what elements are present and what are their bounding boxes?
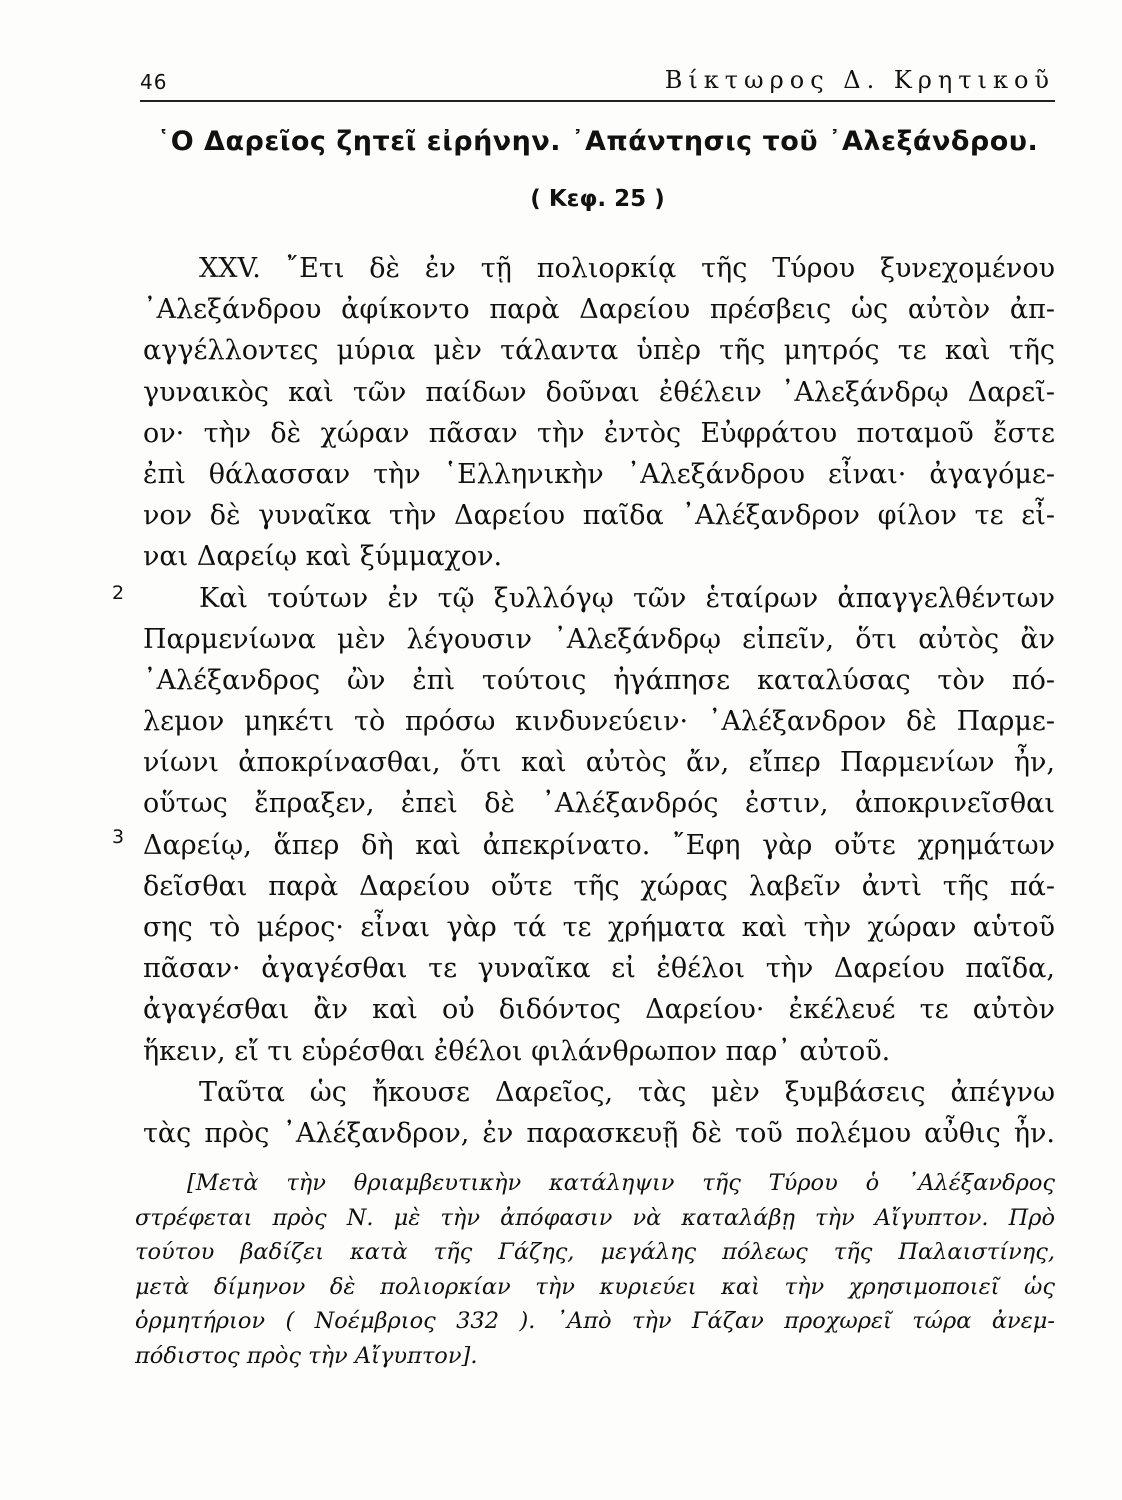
- running-head: [140, 66, 1055, 102]
- text-line: ἥκειν, εἴ τι εὑρέσθαι ἐθέλοι φιλάνθρωπον παρ᾿ αὐτοῦ.: [143, 1035, 891, 1067]
- text-line: δεῖσθαι παρὰ Δαρείου οὔτε τῆς χώρας λαβεῖν ἀντὶ τῆς πά-: [143, 870, 1055, 902]
- text-line: οὕτως ἔπραξεν, ἐπεὶ δὲ ᾿Αλέξανδρός ἐστιν, ἀποκρινεῖσθαι: [143, 788, 1055, 820]
- text-line: ἀγαγέσθαι ἂν καὶ οὐ διδόντος Δαρείου· ἐκέλευέ τε αὐτὸν: [143, 994, 1055, 1026]
- margin-section-number: 3: [112, 826, 125, 848]
- page-number: 46: [140, 70, 168, 94]
- note-line: στρέφεται πρὸς Ν. μὲ τὴν ἀπόφασιν νὰ καταλάβῃ τὴν Αἴγυπτον. Πρὸ: [135, 1204, 1055, 1231]
- text-line: Ταῦτα ὡς ἤκουσε Δαρεῖος, τὰς μὲν ξυμβάσεις ἀπέγνω: [199, 1076, 1055, 1108]
- text-line: λεμον μηκέτι τὸ πρόσω κινδυνεύειν· ᾿Αλέξανδρον δὲ Παρμε-: [143, 706, 1055, 738]
- text-line: αγγέλλοντες μύρια μὲν τάλαντα ὑπὲρ τῆς μητρός τε καὶ τῆς: [143, 335, 1055, 367]
- text-line: XXV. ῎Ετι δὲ ἐν τῇ πολιορκίᾳ τῆς Τύρου ξυνεχομένου: [199, 253, 1055, 284]
- header-rule: [140, 100, 1055, 102]
- note-line: πόδιστος πρὸς τὴν Αἴγυπτον].: [135, 1342, 478, 1369]
- editorial-note: [135, 1166, 1055, 1374]
- text-line: ἐπὶ θάλασσαν τὴν ῾Ελληνικὴν ᾿Αλεξάνδρου εἶναι· ἀγαγόμε-: [143, 458, 1055, 490]
- text-line: ᾿Αλεξάνδρου ἀφίκοντο παρὰ Δαρείου πρέσβεις ὡς αὐτὸν ἀπ-: [143, 294, 1055, 326]
- margin-section-number: 2: [112, 582, 125, 604]
- running-head-author: Βίκτωρος Δ. Κρητικοῦ: [664, 66, 1055, 94]
- text-line: Παρμενίωνα μὲν λέγουσιν ᾿Αλεξάνδρῳ εἰπεῖν, ὅτι αὐτὸς ἂν: [143, 623, 1055, 655]
- text-line: γυναικὸς καὶ τῶν παίδων δοῦναι ἐθέλειν ᾿Αλεξάνδρῳ Δαρεῖ-: [143, 376, 1055, 408]
- text-line: τὰς πρὸς ᾿Αλέξανδρον, ἐν παρασκευῇ δὲ τοῦ πολέμου αὖθις ἦν.: [143, 1117, 1055, 1149]
- text-line: ναι Δαρείῳ καὶ ξύμμαχον.: [143, 541, 503, 573]
- note-line: [Μετὰ τὴν θριαμβευτικὴν κατάληψιν τῆς Τύρου ὁ ᾿Αλέξανδρος: [187, 1170, 1055, 1196]
- text-line: ᾿Αλέξανδρος ὢν ἐπὶ τούτοις ἠγάπησε καταλύσας τὸν πό-: [143, 664, 1055, 696]
- text-line: ον· τὴν δὲ χώραν πᾶσαν τὴν ἐντὸς Εὐφράτου ποταμοῦ ἔστε: [143, 417, 1055, 449]
- chapter-reference: ( Κεφ. 25 ): [530, 186, 665, 212]
- text-line: Καὶ τούτων ἐν τῷ ξυλλόγῳ τῶν ἑταίρων ἀπαγγελθέντων: [199, 582, 1055, 614]
- note-line: ὁρμητήριον ( Νοέμβριος 332 ). ᾿Απὸ τὴν Γάζαν προχωρεῖ τώρα ἀνεμ-: [135, 1308, 1055, 1335]
- main-text: [143, 248, 1055, 1154]
- note-line: τούτου βαδίζει κατὰ τῆς Γάζης, μεγάλης πόλεως τῆς Παλαιστίνης,: [135, 1239, 1055, 1266]
- section-title: ῾Ο Δαρεῖος ζητεῖ εἰρήνην. ᾿Απάντησις τοῦ ᾿Αλεξάνδρου.: [156, 126, 1039, 157]
- text-line: νίωνι ἀποκρίνασθαι, ὅτι καὶ αὐτὸς ἄν, εἴπερ Παρμενίων ἦν,: [143, 747, 1055, 779]
- text-line: πᾶσαν· ἀγαγέσθαι τε γυναῖκα εἰ ἐθέλοι τὴν Δαρείου παῖδα,: [143, 953, 1055, 985]
- text-line: νον δὲ γυναῖκα τὴν Δαρείου παῖδα ᾿Αλέξανδρον φίλον τε εἶ-: [143, 500, 1055, 532]
- note-line: μετὰ δίμηνον δὲ πολιορκίαν τὴν κυριεύει καὶ τὴν χρησιμοποιεῖ ὡς: [135, 1273, 1055, 1300]
- text-line: Δαρείῳ, ἅπερ δὴ καὶ ἀπεκρίνατο. ῎Εφη γὰρ οὔτε χρημάτων: [143, 829, 1055, 861]
- text-line: σης τὸ μέρος· εἶναι γὰρ τά τε χρήματα καὶ τὴν χώραν αὑτοῦ: [143, 912, 1055, 943]
